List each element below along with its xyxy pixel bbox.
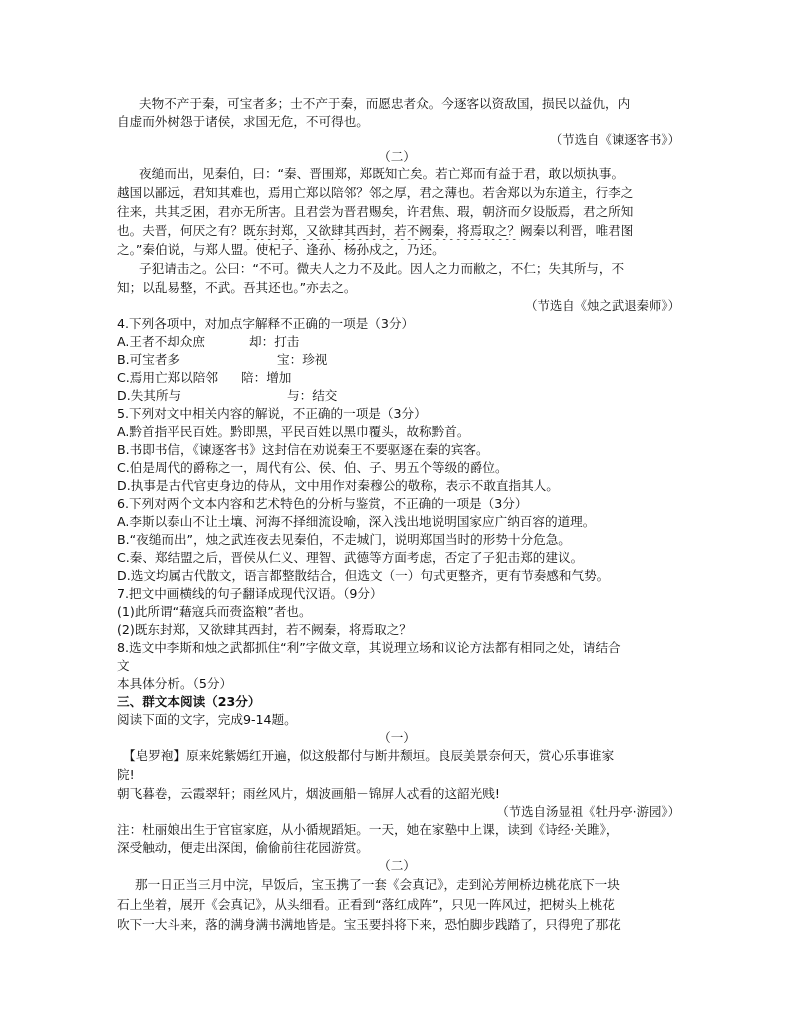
- option-gloss: 陪：增加: [241, 370, 292, 385]
- answer-option: [117, 333, 677, 351]
- answer-option: D.选文均属古代散文，语言都整散结合，但选文（一）句式更整齐，更有节奏感和气势。: [117, 568, 610, 583]
- option-gloss: 宝：珍视: [277, 352, 328, 367]
- aria-line: 院!: [117, 767, 135, 782]
- translation-item: (1)此所谓“藉寇兵而赍盗粮”者也。: [117, 604, 312, 619]
- answer-option: A.黔首指平民百姓。黔即黑，平民百姓以黑巾覆头，故称黔首。: [117, 424, 470, 439]
- option-text: B.可宝者多: [117, 352, 181, 367]
- prose-line: 那一日正当三月中浣，早饭后，宝玉携了一套《会真记》，走到沁芳闸桥边桃花底下一块: [135, 877, 620, 892]
- answer-option: A.李斯以泰山不让土壤、河海不择细流设喻，深入浅出地说明国家应广纳百容的道理。: [117, 514, 596, 529]
- passage-line: 夜缒而出，见秦伯，曰：“秦、晋围郑，郑既知亡矣。若亡郑而有益于君，敢以烦执事。: [139, 166, 625, 181]
- question-stem: 本具体分析。（5分）: [117, 676, 233, 691]
- source-citation: （节选自汤显祖《牡丹亭·游园》）: [496, 804, 680, 819]
- excerpt-line: 夫物不产于秦，可宝者多；士不产于秦，而愿忠者众。今逐客以资敌国，损民以益仇，内: [139, 96, 631, 111]
- passage-segment: 也。夫晋，何厌之有？: [117, 223, 243, 238]
- question-stem: 6.下列对两个文本内容和艺术特色的分析与鉴赏，不正确的一项是（3分）: [117, 496, 528, 511]
- option-gloss: 与：结交: [287, 388, 338, 403]
- passage-line: 往来，共其乏困，君亦无所害。且君尝为晋君赐矣，许君焦、瑕，朝济而夕设版焉，君之所知: [117, 204, 634, 219]
- option-gloss: 却：打击: [249, 334, 300, 349]
- passage-line: 知；以乱易整，不武。吾其还也。”亦去之。: [117, 280, 357, 295]
- answer-option: D.执事是古代官吏身边的侍从，文中用作对秦穆公的敬称，表示不敢直指其人。: [117, 478, 559, 493]
- source-citation: （节选自《谏逐客书》）: [549, 132, 680, 147]
- passage-line: 子犯请击之。公曰：“不可。微夫人之力不及此。因人之力而敝之，不仁；失其所与，不: [139, 261, 625, 276]
- passage-line: 越国以鄙远，君知其难也，焉用亡郑以陪邻？邻之厚，君之薄也。若舍郑以为东道主，行李之: [117, 185, 634, 200]
- note-line: 注：杜丽娘出生于官宦家庭，从小循规蹈矩。一天，她在家塾中上课，读到《诗经·关雎》，: [117, 822, 619, 837]
- aria-line: 【皂罗袍】原来姹紫嫣红开遍，似这般都付与断井颓垣。良辰美景奈何天，赏心乐事谁家: [123, 748, 615, 763]
- answer-option: C.秦、郑结盟之后，晋侯从仁义、理智、武德等方面考虑，否定了子犯击郑的建议。: [117, 550, 584, 565]
- question-stem: 4.下列各项中，对加点字解释不正确的一项是（3分）: [117, 316, 415, 331]
- section-heading: 三、群文本阅读（23分）: [117, 694, 261, 709]
- option-text: D.失其所与: [117, 388, 182, 403]
- aria-line: 朝飞暮卷，云霞翠轩；雨丝风片，烟波画船－锦屏人忒看的这韶光贱!: [117, 786, 500, 801]
- excerpt-line: 自虚而外树怨于诸侯，求国无危，不可得也。: [117, 114, 369, 129]
- answer-option: B.“夜缒而出”，烛之武连夜去见秦伯，不走城门，说明郑国当时的形势十分危急。: [117, 532, 571, 547]
- question-stem: 7.把文中画横线的句子翻译成现代汉语。（9分）: [117, 586, 383, 601]
- answer-option: B.书即书信，《谏逐客书》这封信在劝说秦王不要驱逐在秦的宾客。: [117, 442, 489, 457]
- prose-line: 石上坐着，展开《会真记》，从头细看。正看到“落红成阵”，只见一阵风过，把树头上桃花: [117, 897, 615, 912]
- instruction: 阅读下面的文字，完成9-14题。: [117, 712, 297, 727]
- question-stem: 文: [117, 658, 130, 673]
- section-marker: （二）: [378, 149, 416, 164]
- underlined-sentence: 既东封郑，又欲肆其西封，若不阙秦，将焉取之？: [242, 223, 520, 238]
- section-marker: （一）: [378, 730, 416, 745]
- translation-item: (2)既东封郑，又欲肆其西封，若不阙秦，将焉取之？: [117, 622, 412, 637]
- passage-line: [117, 222, 677, 240]
- prose-line: 吹下一大斗来，落的满身满书满地皆是。宝玉要抖将下来，恐怕脚步践踏了，只得兜了那花: [117, 917, 621, 932]
- note-line: 深受触动，便走出深闺，偷偷前往花园游赏。: [117, 840, 369, 855]
- source-citation: （节选自《烛之武退秦师》）: [525, 298, 680, 313]
- question-stem: 5.下列对文中相关内容的解说，不正确的一项是（3分）: [117, 406, 427, 421]
- answer-option: C.伯是周代的爵称之一，周代有公、侯、伯、子、男五个等级的爵位。: [117, 460, 508, 475]
- option-text: C.焉用亡郑以陪邻: [117, 370, 218, 385]
- answer-option: [117, 351, 677, 369]
- answer-option: [117, 387, 677, 405]
- question-stem: 8.选文中李斯和烛之武都抓住“利”字做文章，其说理立场和议论方法都有相同之处，请结合: [117, 640, 621, 655]
- section-marker: （二）: [378, 858, 416, 873]
- passage-segment: 阙秦以利晋，唯君图: [520, 223, 634, 238]
- option-text: A.王者不却众庶: [117, 334, 205, 349]
- answer-option: [117, 369, 677, 387]
- passage-line: 之。”秦伯说，与郑人盟。使杞子、逢孙、杨孙戍之，乃还。: [117, 242, 445, 257]
